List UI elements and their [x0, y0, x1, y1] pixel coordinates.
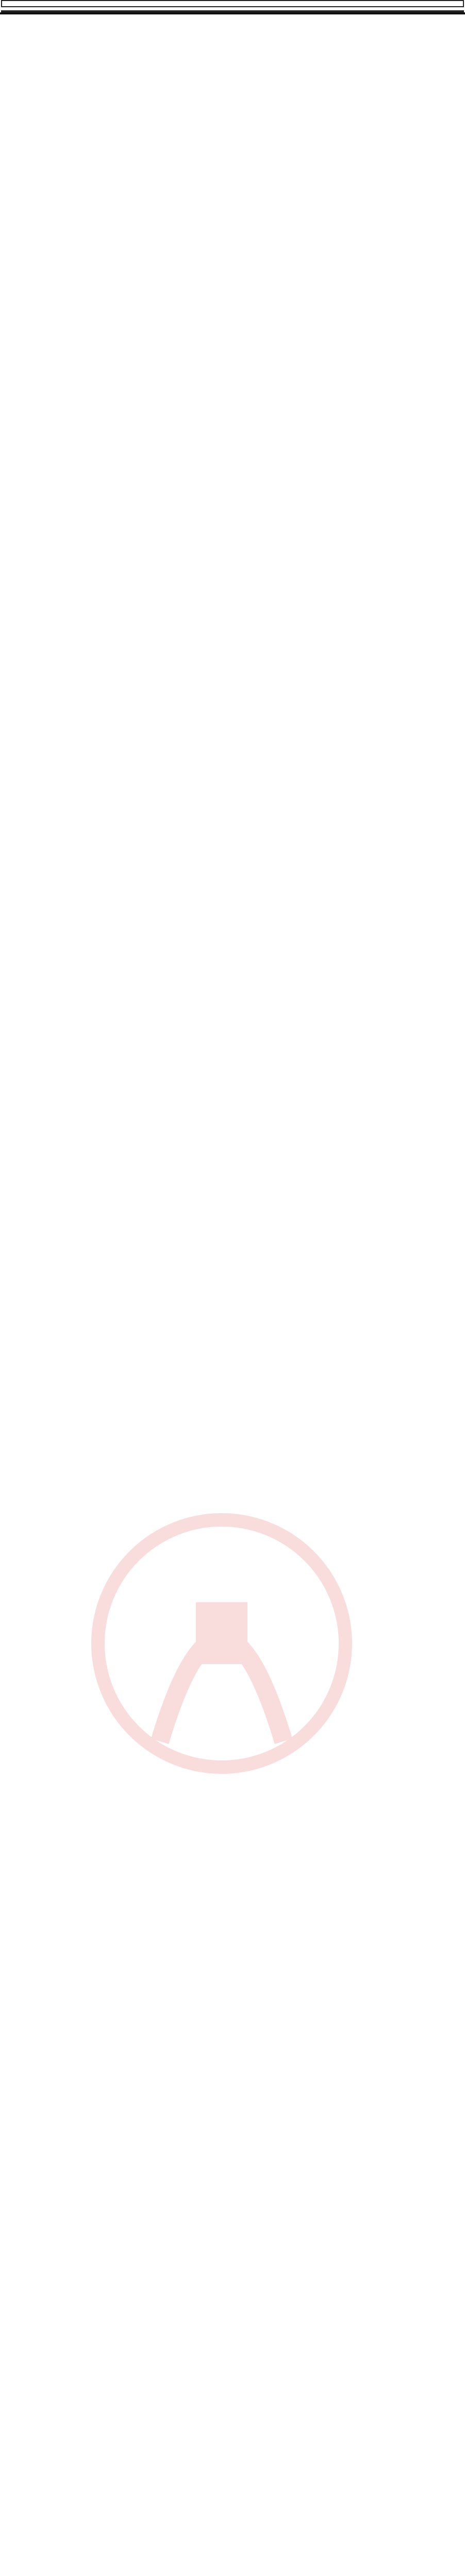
subjective-header-bar [0, 12, 465, 14]
watermark-logo-icon [77, 1473, 366, 1834]
objective-part-box-1 [1, 0, 464, 7]
